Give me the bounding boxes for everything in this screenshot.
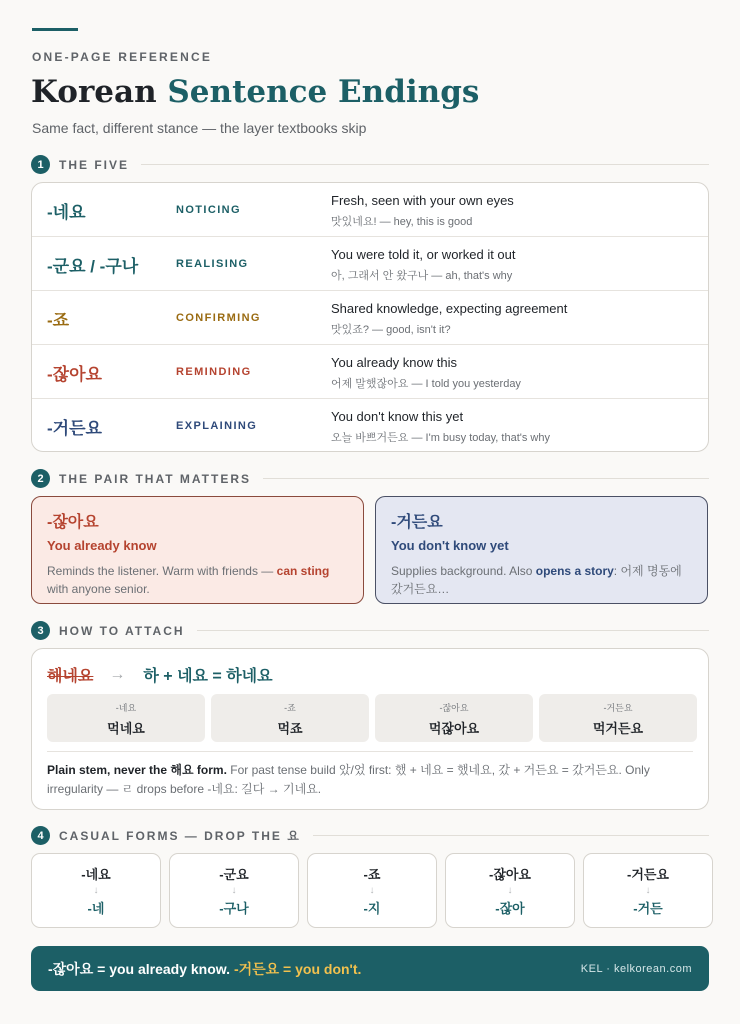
table-row [32, 399, 708, 452]
conjugation-chip [211, 694, 369, 742]
polite-form: -잖아요 [488, 867, 531, 882]
conjugation-chip [47, 694, 205, 742]
casual-card [445, 853, 575, 928]
note-emphasis: Plain stem, never the 해요 form. [47, 763, 227, 777]
pair-description [391, 562, 692, 598]
section-label: HOW TO ATTACH [59, 623, 185, 638]
conjugation-chip [375, 694, 533, 742]
page-title [31, 74, 479, 110]
section-divider [313, 835, 709, 836]
section-number: 2 [31, 469, 50, 488]
attach-panel [31, 648, 709, 810]
ending: -거든요 [47, 419, 102, 438]
ending: -군요 / -구나 [47, 257, 139, 276]
chip-ending: -네요 [115, 703, 137, 713]
desc-text: Supplies background. Also [391, 564, 536, 578]
casual-form: -잖아 [495, 901, 525, 916]
arrow-down-icon: ↓ [93, 885, 99, 896]
summary-footer [31, 946, 709, 991]
meaning: Shared knowledge, expecting agreement [331, 301, 568, 316]
function-tag: CONFIRMING [176, 312, 261, 324]
ending: -잖아요 [47, 365, 102, 384]
title-plain: Korean [31, 74, 168, 110]
function-tag: REMINDING [176, 366, 252, 378]
casual-card [31, 853, 161, 928]
section-label: THE PAIR THAT MATTERS [59, 471, 251, 486]
table-row [32, 345, 708, 399]
casual-card [583, 853, 713, 928]
casual-form: -지 [363, 901, 381, 916]
section-divider [197, 630, 709, 631]
chip-word: 먹네요 [107, 721, 145, 736]
example: 오늘 바쁘거든요 — I'm busy today, that's why [331, 432, 550, 444]
casual-form: -네 [87, 901, 105, 916]
pair-card-explain [375, 496, 708, 604]
polite-form: -네요 [81, 867, 111, 882]
page-subtitle: Same fact, different stance — the layer textbooks skip [32, 120, 367, 136]
five-endings-table [31, 182, 709, 452]
chip-ending: -잖아요 [439, 703, 469, 713]
pair-ending: -잖아요 [47, 514, 99, 531]
arrow-down-icon: ↓ [369, 885, 375, 896]
correct-form: 하 + 네요 = 하네요 [143, 668, 273, 685]
section-number: 4 [31, 826, 50, 845]
function-tag: REALISING [176, 258, 249, 270]
meaning: You were told it, or worked it out [331, 247, 516, 262]
footer-summary [48, 959, 361, 979]
chip-word: 먹죠 [277, 721, 303, 736]
section-heading-1 [31, 155, 709, 174]
eyebrow: ONE-PAGE REFERENCE [32, 50, 213, 64]
section-number: 1 [31, 155, 50, 174]
section-number: 3 [31, 621, 50, 640]
table-row [32, 291, 708, 345]
desc-text: Reminds the listener. Warm with friends — [47, 564, 277, 578]
section-heading-2 [31, 469, 709, 488]
meaning: Fresh, seen with your own eyes [331, 193, 514, 208]
divider [47, 751, 693, 752]
casual-form: -구나 [219, 901, 249, 916]
section-label: CASUAL FORMS — DROP THE 요 [59, 829, 301, 843]
desc-emphasis: opens a story [535, 564, 614, 578]
pair-gloss: You already know [47, 538, 157, 553]
desc-text: with anyone senior. [47, 582, 150, 596]
casual-form: -거든 [633, 901, 663, 916]
polite-form: -군요 [219, 867, 249, 882]
meaning: You don't know this yet [331, 409, 464, 424]
section-divider [141, 164, 709, 165]
pair-ending: -거든요 [391, 514, 443, 531]
example: 어제 말했잖아요 — I told you yesterday [331, 378, 521, 390]
chip-word: 먹잖아요 [428, 721, 480, 736]
note-text: For past tense build 았/었 first: 했 + 네요 = 했네요, 갔 + 거든요 = 갔거든요. Only irregularity — ㄹ drops before -네요: 길다 → 기네요. [47, 763, 650, 796]
conjugation-examples [47, 694, 697, 742]
casual-card [169, 853, 299, 928]
arrow-down-icon: ↓ [231, 885, 237, 896]
footer-part-1: -잖아요 = you already know. [48, 960, 234, 977]
section-heading-4 [31, 826, 709, 845]
chip-ending: -거든요 [603, 703, 633, 713]
table-row [32, 237, 708, 291]
pair-card-remind [31, 496, 364, 604]
attach-note [47, 761, 687, 799]
ending: -네요 [47, 203, 86, 222]
desc-emphasis: can sting [276, 564, 330, 578]
conjugation-chip [539, 694, 697, 742]
example: 아, 그래서 안 왔구나 — ah, that's why [331, 270, 513, 282]
chip-ending: -죠 [284, 703, 296, 713]
desc-text: : 어제 명동에 갔거든요… [391, 564, 682, 596]
wrong-form: 해네요 [47, 668, 94, 685]
accent-bar [32, 28, 78, 31]
function-tag: EXPLAINING [176, 420, 258, 432]
section-label: THE FIVE [59, 157, 130, 172]
polite-form: -거든요 [626, 867, 669, 882]
function-tag: NOTICING [176, 204, 241, 216]
footer-part-2: -거든요 = you don't. [233, 960, 362, 977]
section-divider [263, 478, 709, 479]
example: 맛있죠? — good, isn't it? [331, 324, 451, 336]
chip-word: 먹거든요 [592, 721, 644, 736]
table-row [32, 183, 708, 237]
pair-description [47, 562, 348, 598]
casual-forms [31, 853, 713, 928]
brand-credit: KEL · kelkorean.com [580, 962, 692, 975]
casual-card [307, 853, 437, 928]
arrow-down-icon: ↓ [645, 885, 651, 896]
meaning: You already know this [331, 355, 457, 370]
example: 맛있네요! — hey, this is good [331, 216, 473, 228]
attach-formula [47, 663, 273, 686]
arrow-down-icon: ↓ [507, 885, 513, 896]
title-accent: Sentence Endings [167, 74, 480, 110]
section-heading-3 [31, 621, 709, 640]
arrow-right-icon: → [109, 665, 126, 683]
polite-form: -죠 [363, 867, 381, 882]
ending: -죠 [47, 311, 70, 330]
pair-gloss: You don't know yet [391, 538, 509, 553]
